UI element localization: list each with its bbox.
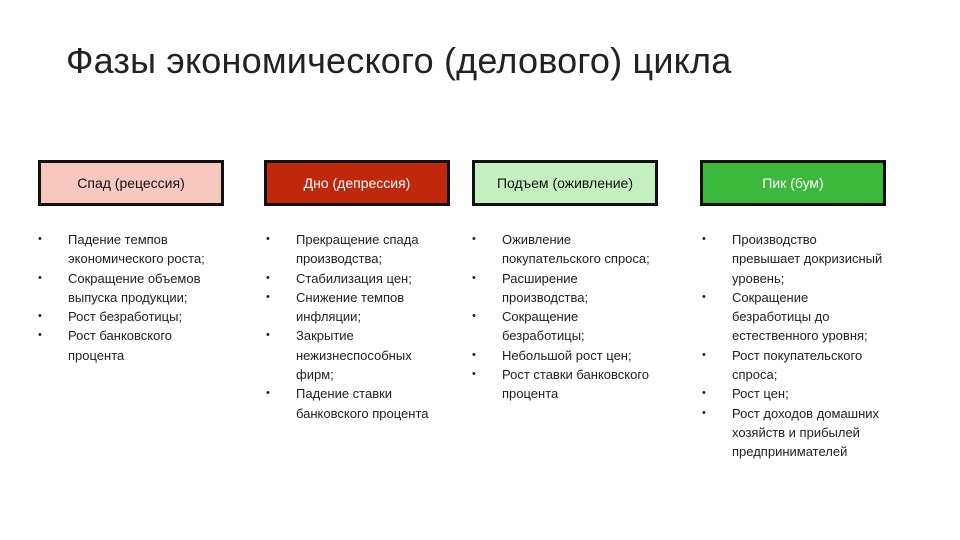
phase-bullets-peak <box>694 230 884 462</box>
list-item: • Сокращение объемов выпуска продукции; <box>38 270 201 305</box>
list-item: • Рост ставки банковского процента <box>472 367 650 402</box>
phase-bullets-depression <box>258 230 448 423</box>
list-item: • Оживление покупательского спроса; <box>472 232 650 267</box>
phase-label: Пик (бум) <box>762 175 824 191</box>
list-item: • Рост банковского процента <box>38 328 173 363</box>
list-item: • Рост безработицы; <box>38 309 183 325</box>
phase-box-recovery <box>472 160 658 206</box>
phase-box-recession <box>38 160 224 206</box>
list-item: • Падение ставки банковского процента <box>266 386 429 421</box>
list-item: • Рост цен; <box>702 386 789 402</box>
list-item: • Рост доходов домашних хозяйств и прибылей предпринимателей <box>702 405 880 460</box>
list-item: • Расширение производства; <box>472 270 589 305</box>
phase-box-peak <box>700 160 886 206</box>
phase-label: Спад (рецессия) <box>77 175 185 191</box>
phase-box-depression <box>264 160 450 206</box>
slide-title: Фазы экономического (делового) цикла <box>66 40 732 81</box>
list-item: • Небольшой рост цен; <box>472 347 632 363</box>
list-item: • Закрытие нежизнеспособных фирм; <box>266 328 412 383</box>
phase-label: Подъем (оживление) <box>496 175 633 191</box>
list-item: • Сокращение безработицы; <box>472 309 585 344</box>
phase-bullets-recovery <box>464 230 659 404</box>
list-item: • Производство превышает докризисный уровень; <box>702 232 883 286</box>
phase-bullets-recession <box>30 230 230 365</box>
list-item: • Сокращение безработицы до естественного уровня; <box>702 289 868 344</box>
list-item: • Снижение темпов инфляции; <box>266 289 405 325</box>
list-item: • Падение темпов экономического роста; <box>38 232 205 267</box>
list-item: • Стабилизация цен; <box>266 270 412 286</box>
list-item: • Рост покупательского спроса; <box>702 347 863 383</box>
phase-label: Дно (депрессия) <box>303 175 411 191</box>
list-item: • Прекращение спада производства; <box>266 232 419 267</box>
